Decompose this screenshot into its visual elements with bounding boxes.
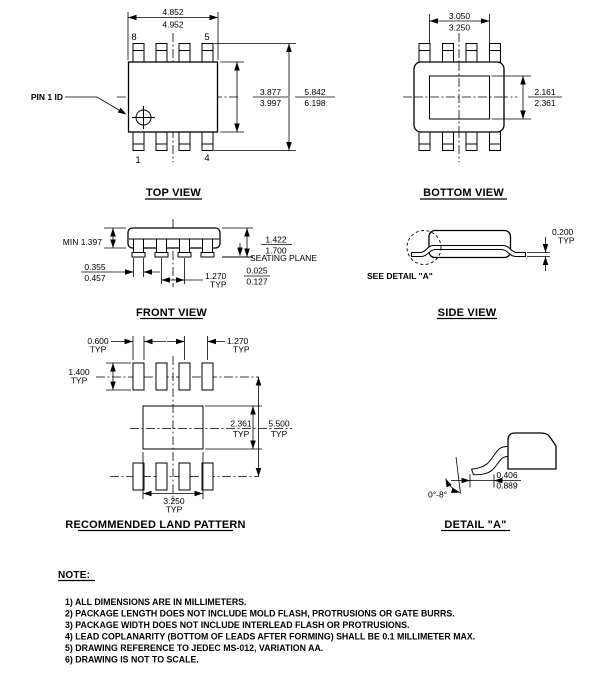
dim-body-height-lower: 3.997 [259,98,282,108]
package-body-fragment [508,433,556,469]
land-pad [156,463,167,490]
land-pad [202,363,213,390]
pin [466,44,477,63]
dim-lead-width-lower: 0.457 [84,273,106,283]
pin [133,132,144,151]
notes-section [58,570,475,665]
dim-height-lower: 1.700 [265,245,287,256]
front-view-min-height-dimension [63,228,126,248]
top-view-title: TOP VIEW [146,187,201,199]
pin-number-1: 1 [135,155,141,166]
land-dim-pad-height-value: 1.400 [68,367,90,377]
note-item: 6) DRAWING IS NOT TO SCALE. [65,654,199,665]
dim-width-lower: 4.952 [162,19,184,30]
land-dim-pitch-value: 1.270 [227,336,249,346]
lead-foot [132,253,145,258]
pin-number-5: 5 [204,32,210,43]
land-center-width-dimension [143,452,203,515]
pin [156,132,167,151]
note-item: 2) PACKAGE LENGTH DOES NOT INCLUDE MOLD FLASH, PROTRUSIONS OR GATE BURRS. [65,608,455,619]
lead [157,239,167,253]
dim-foot-length-upper: 0.406 [496,470,518,480]
dim-foot-length-lower: 0.889 [496,480,518,491]
land-dim-pitch-typ: TYP [233,344,250,355]
land-dim-center-height-typ: TYP [232,429,250,439]
land-pad [179,363,190,390]
pin [443,132,454,151]
dim-lead-thickness-typ: TYP [558,235,575,246]
note-item: 3) PACKAGE WIDTH DOES NOT INCLUDE INTERLEAD FLASH OR PROTRUSIONS. [65,620,410,630]
land-pad [133,363,144,390]
dim-pad-height-upper: 2.161 [534,87,556,97]
side-view-lead-thickness-dimension [527,227,575,271]
lead [134,239,144,253]
pin-number-8: 8 [131,32,137,43]
dim-lead-width-upper: 0.355 [84,262,106,272]
pin [202,44,213,63]
dim-pitch-typ: TYP [210,279,227,290]
pin-number-4: 4 [204,153,210,164]
land-dim-pad-width-value: 0.600 [87,336,109,346]
pin [179,132,190,151]
land-pad [133,463,144,490]
lead [180,239,190,253]
package-body [429,231,511,258]
land-dim-pad-height-typ: TYP [70,375,88,386]
pin1-id-label: PIN 1 ID [30,92,63,102]
detail-a-view [428,433,556,531]
land-dim-center-width-typ: TYP [165,504,183,515]
pin [202,132,213,151]
see-detail-a-label: SEE DETAIL "A" [367,271,433,281]
dim-angle: 0°-8° [428,489,448,500]
front-view-pitch-dimension [162,258,227,290]
land-pattern-title: RECOMMENDED LAND PATTERN [65,519,246,531]
side-view [367,227,575,319]
note-item: 5) DRAWING REFERENCE TO JEDEC MS-012, VARIATION AA. [65,643,324,653]
dim-height-upper: 1.422 [265,234,287,245]
pin [133,44,144,63]
pin [419,44,430,63]
dim-lead-thickness-value: 0.200 [552,227,574,237]
package-body [129,62,218,132]
pin [179,44,190,63]
note-item: 4) LEAD COPLANARITY (BOTTOM OF LEADS AFTER FORMING) SHALL BE 0.1 MILLIMETER MAX. [65,631,476,642]
front-view-title: FRONT VIEW [135,307,208,319]
dim-pad-height-lower: 2.361 [534,98,556,108]
land-pad-width-dimension [87,336,166,360]
bottom-view-title: BOTTOM VIEW [423,187,504,199]
bottom-view-pins-lower [419,132,501,151]
land-pad [156,363,167,390]
lead [203,239,213,253]
angle-reference-line [456,457,461,494]
dim-pitch-value: 1.270 [205,271,227,281]
land-pattern-view [65,336,292,531]
land-pad-height-dimension [68,363,131,390]
notes-heading: NOTE: [58,570,91,581]
land-dim-pad-width-typ: TYP [89,344,107,355]
land-pad [179,463,190,490]
dim-body-height-upper: 3.877 [259,87,282,97]
land-dim-center-height-value: 2.361 [230,418,252,429]
lead-foot [178,253,191,258]
dim-pad-width-lower: 3.250 [448,22,471,33]
lead-foot [201,253,214,258]
land-pad [202,463,213,490]
dim-pad-width-upper: 3.050 [448,11,471,21]
front-view-lead-width-dimension [81,258,160,283]
pin [490,44,501,63]
dim-width-upper: 4.852 [162,7,184,17]
dim-standoff-lower: 0.127 [246,276,268,287]
dim-overall-height-lower: 6.198 [304,98,326,108]
land-dim-center-width-value: 3.250 [163,496,185,506]
front-view-height-dimension [222,228,317,263]
side-view-title: SIDE VIEW [437,307,497,319]
pin [419,132,430,151]
seating-plane-label: SEATING PLANE [250,253,317,263]
land-pitch-dimension [167,336,250,360]
dim-standoff-upper: 0.025 [246,265,268,276]
note-item: 1) ALL DIMENSIONS ARE IN MILLIMETERS. [65,597,247,607]
front-view [63,219,317,319]
land-center-height-dimension [205,406,262,449]
pin [466,132,477,151]
pin [490,132,501,151]
lead-foot [155,253,168,258]
bottom-view [403,11,562,199]
land-overall-dimension [256,377,290,477]
dim-overall-height-upper: 5.842 [304,87,326,97]
pin [156,44,167,63]
land-dim-overall-typ: TYP [270,429,288,439]
dim-min-height: MIN 1.397 [62,237,102,247]
land-dim-overall-value: 5.500 [268,418,290,429]
bottom-view-pins-upper [419,44,501,63]
pin [443,44,454,63]
lead-tip-face [472,469,474,475]
detail-a-title: DETAIL "A" [444,519,507,531]
top-view [31,7,335,199]
